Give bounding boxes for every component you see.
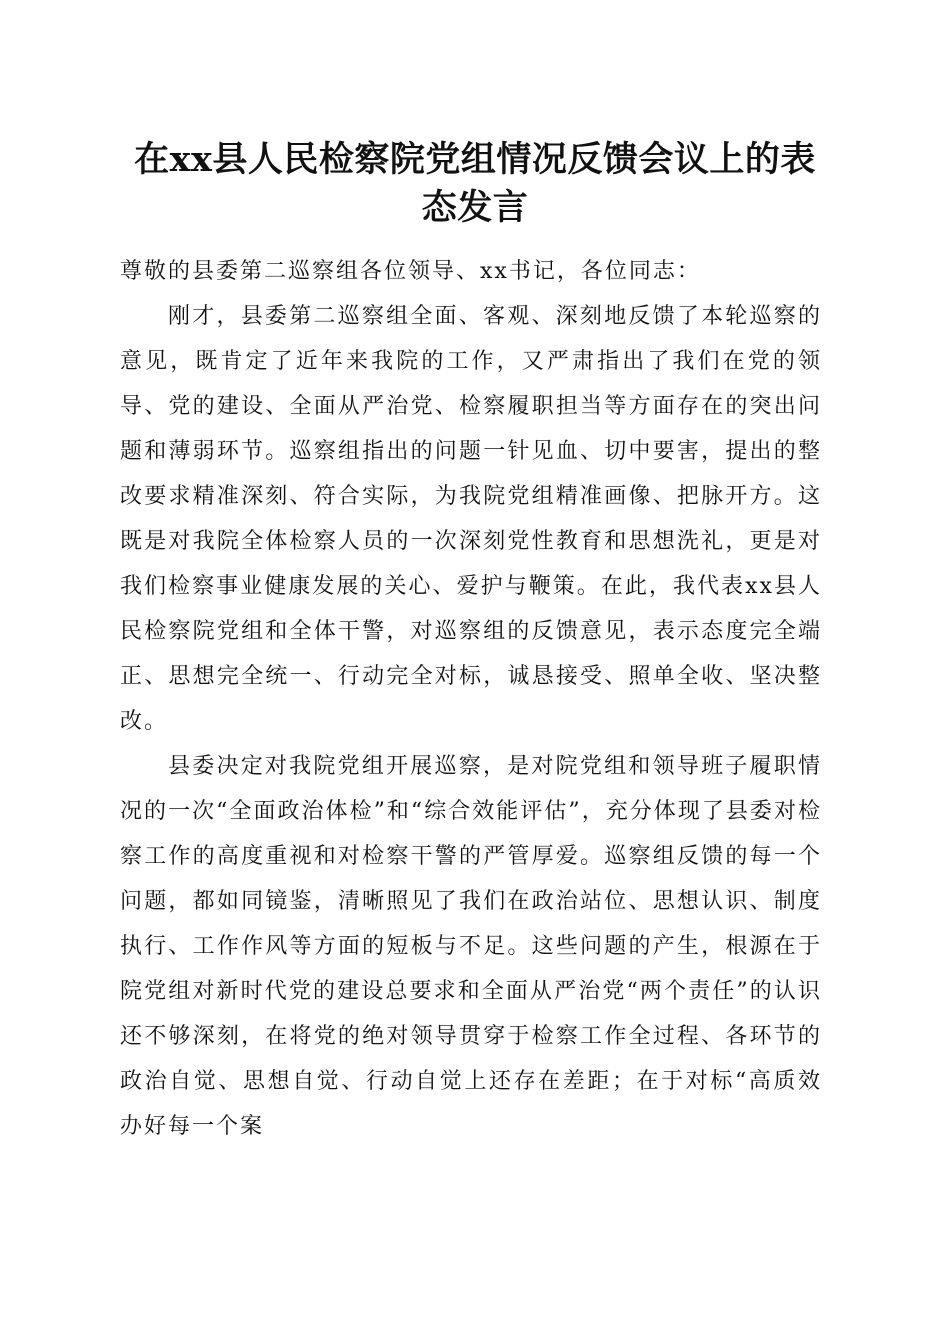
paragraph: 刚才，县委第二巡察组全面、客观、深刻地反馈了本轮巡察的意见，既肯定了近年来我院的工作，又严肃指出了我们在党的领导、党的建设、全面从严治党、检察履职担当等方面存在的突出问题和薄弱环节。巡察组指出的问题一针见血、切中要害，提出的整改要求精准深刻、符合实际，为我院党组精准画像、把脉开方。这既是对我院全体检察人员的一次深刻党性教育和思想洗礼，更是对我们检察事业健康发展的关心、爱护与鞭策。在此，我代表xx县人民检察院党组和全体干警，对巡察组的反馈意见，表示态度完全端正、思想完全统一、行动完全对标，诚恳接受、照单全收、坚决整改。 — [120, 304, 822, 734]
document-body — [120, 249, 822, 1149]
paragraph: 县委决定对我院党组开展巡察，是对院党组和领导班子履职情况的一次“全面政治体检”和“综合效能评估”，充分体现了县委对检察工作的高度重视和对检察干警的严管厚爱。巡察组反馈的每一个问题，都如同镜鉴，清晰照见了我们在政治站位、思想认识、制度执行、工作作风等方面的短板与不足。这些问题的产生，根源在于院党组对新时代党的建设总要求和全面从严治党“两个责任”的认识还不够深刻，在将党的绝对领导贯穿于检察工作全过程、各环节的政治自觉、思想自觉、行动自觉上还存在差距；在于对标“高质效办好每一个案 — [120, 754, 822, 1139]
document-title: 在xx县人民检察院党组情况反馈会议上的表态发言 — [134, 139, 816, 228]
salutation: 尊敬的县委第二巡察组各位领导、xx书记，各位同志： — [120, 259, 701, 284]
